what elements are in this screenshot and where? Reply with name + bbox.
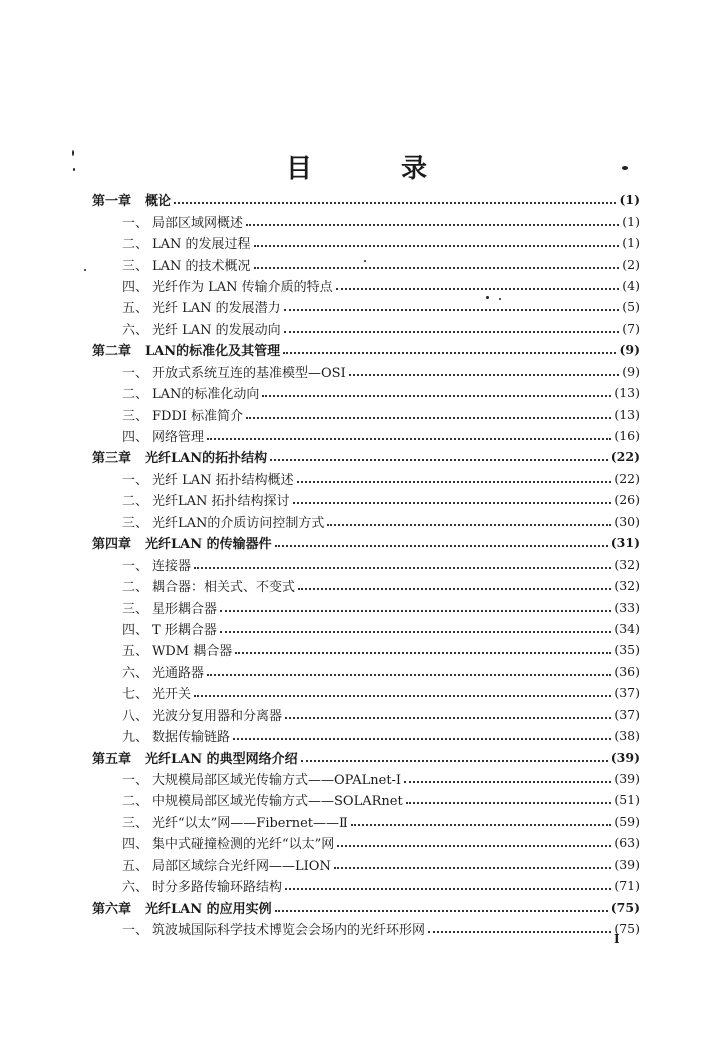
toc-entry-title: 光纤LAN的拓扑结构 [145,451,268,467]
toc-entry-title: 连接器 [152,558,192,574]
dot-leader [297,480,612,483]
toc-entry-title: 光纤LAN 的应用实例 [145,901,272,917]
toc-page-number: (71) [614,878,640,894]
toc-page-number: (31) [610,535,640,551]
toc-page-number: (26) [614,492,640,508]
dot-leader [349,373,620,376]
toc-section-row [92,296,640,317]
dot-leader [293,501,612,504]
scan-speck [486,296,489,299]
dot-leader [262,394,611,397]
toc-chapter-row [92,446,640,467]
toc-page-number: (36) [614,663,640,679]
toc-section-row [92,789,640,810]
toc-entry-title: 网络管理 [152,430,205,446]
toc-entry-title: 时分多路传输环路结构 [152,880,283,896]
toc-entry-title: 数据传输链路 [152,730,231,746]
toc-section-row [92,318,640,339]
toc-entry-title: LAN的标准化及其管理 [145,344,281,360]
scan-speck [499,298,501,300]
toc-section-row [92,618,640,639]
toc-page-number: (59) [614,813,640,829]
toc-page-number: (63) [614,835,640,851]
toc-entry-number: 一、 [122,365,149,381]
dot-leader [283,351,616,354]
scan-speck [72,150,74,156]
toc-section-row [92,511,640,532]
toc-chapter-row [92,189,640,210]
toc-entry-title: LAN的标准化动向 [152,387,260,403]
dot-leader [334,866,612,869]
toc-entry-number: 五、 [122,644,149,660]
dot-leader [298,587,611,590]
toc-page-number: (9) [622,363,640,379]
toc-chapter-row [92,896,640,917]
toc-entry-number: 二、 [122,237,149,253]
toc-page-number: (1) [619,192,640,208]
toc-page-number: (16) [614,428,640,444]
toc-entry-title: 中规模局部区域光传输方式——SOLARnet [152,794,403,810]
toc-page-number: (2) [622,256,640,272]
toc-page-number: (34) [614,620,640,636]
toc-page-number: (33) [614,599,640,615]
toc-entry-title: 光纤LAN的介质访问控制方式 [152,515,325,531]
dot-leader [327,523,611,526]
toc-section-row [92,425,640,446]
toc-entry-number: 三、 [122,408,149,424]
toc-entry-title: 光纤LAN 的典型网络介绍 [145,751,298,767]
toc-page-number: (39) [614,856,640,872]
toc-section-row [92,361,640,382]
toc-entry-title: 局部区域综合光纤网——LION [152,858,331,874]
toc-entry-title: 筑波城国际科学技术博览会会场内的光纤环形网 [152,923,426,939]
toc-entry-number: 五、 [122,858,149,874]
toc-entry-number: 第五章 [92,751,132,767]
toc-page-number: (7) [622,320,640,336]
dot-leader [246,223,619,226]
toc-page-number: (1) [622,235,640,251]
toc-section-row [92,275,640,296]
toc-page-number: (51) [614,792,640,808]
scan-speck [622,166,628,170]
toc-page-number: (32) [614,578,640,594]
toc-page-number: (13) [614,385,640,401]
toc-section-row [92,811,640,832]
toc-page-number: (37) [614,685,640,701]
toc-section-row [92,875,640,896]
toc-entry-number: 六、 [122,665,149,681]
toc-page-number: (38) [614,728,640,744]
toc-page-number: (4) [622,277,640,293]
toc-section-row [92,854,640,875]
dot-leader [337,844,611,847]
toc-entry-number: 三、 [122,601,149,617]
toc-page-number: (37) [614,706,640,722]
toc-entry-number: 一、 [122,472,149,488]
toc-section-row [92,661,640,682]
toc-entry-number: 九、 [122,730,149,746]
dot-leader [406,801,612,804]
toc-chapter-row [92,339,640,360]
toc-page-number: (30) [614,513,640,529]
toc-entry-number: 三、 [122,258,149,274]
toc-entry-title: 光通路器 [152,665,205,681]
dot-leader [351,823,611,826]
toc-page-number: (22) [614,470,640,486]
toc-section-row [92,596,640,617]
toc-entry-number: 七、 [122,687,149,703]
dot-leader [235,651,611,654]
toc-entry-title: LAN 的发展过程 [152,237,251,253]
dot-leader [275,909,608,912]
toc-entry-number: 四、 [122,837,149,853]
dot-leader [270,458,608,461]
toc-page-number: (22) [610,449,640,465]
toc-chapter-row [92,532,640,553]
toc-entry-title: 光纤LAN 拓扑结构探讨 [152,494,290,510]
toc-page-number: (9) [619,342,640,358]
toc-entry-title: LAN 的技术概况 [152,258,251,274]
toc-entry-title: 耦合器：相关式、不变式 [152,580,296,596]
toc-entry-title: 光纤 LAN 的发展动向 [152,322,281,338]
toc-entry-title: 局部区域网概述 [152,215,244,231]
toc-entry-number: 五、 [122,301,149,317]
toc-entry-title: T 形耦合器 [152,622,217,638]
toc-entry-number: 六、 [122,880,149,896]
toc-section-row [92,210,640,231]
toc-section-row [92,575,640,596]
toc-entry-number: 二、 [122,794,149,810]
dot-leader [284,308,620,311]
toc-section-row [92,403,640,424]
toc-section-row [92,382,640,403]
toc-page-number: (39) [610,749,640,765]
dot-leader [301,759,608,762]
toc-entry-title: 概论 [145,194,172,210]
toc-page-number: (5) [622,299,640,315]
scan-speck [84,269,86,271]
dot-leader [404,780,611,783]
toc-page-number: (35) [614,642,640,658]
scan-speck [73,168,75,171]
toc-entry-number: 二、 [122,387,149,403]
toc-section-row [92,639,640,660]
page-number-mark: Ⅰ [614,932,620,946]
table-of-contents [92,189,640,939]
scan-speck [364,260,366,262]
dot-leader [336,287,620,290]
toc-entry-title: 光纤“以太”网——Fibernet——Ⅱ [152,815,348,831]
dot-leader [285,887,611,890]
toc-entry-title: 光纤 LAN 拓扑结构概述 [152,472,294,488]
toc-entry-number: 四、 [122,622,149,638]
toc-section-row [92,489,640,510]
toc-section-row [92,232,640,253]
toc-section-row [92,682,640,703]
toc-entry-title: 大规模局部区域光传输方式——OPALnet-Ⅰ [152,773,402,789]
dot-leader [233,737,611,740]
toc-section-row [92,553,640,574]
dot-leader [194,566,611,569]
toc-entry-number: 三、 [122,815,149,831]
toc-entry-number: 一、 [122,773,149,789]
toc-page-number: (75) [610,899,640,915]
toc-page-number: (1) [622,213,640,229]
toc-entry-title: 光波分复用器和分离器 [152,708,283,724]
toc-entry-number: 三、 [122,515,149,531]
toc-entry-number: 第一章 [92,194,132,210]
dot-leader [428,930,611,933]
toc-entry-number: 八、 [122,708,149,724]
dot-leader [220,609,611,612]
toc-section-row [92,768,640,789]
toc-entry-title: 光纤LAN 的传输器件 [145,537,272,553]
toc-entry-number: 二、 [122,580,149,596]
dot-leader [284,330,620,333]
toc-entry-number: 第六章 [92,901,132,917]
toc-entry-title: 光纤 LAN 的发展潜力 [152,301,281,317]
toc-entry-number: 四、 [122,430,149,446]
dot-leader [254,266,620,269]
toc-section-row [92,918,640,939]
toc-section-row [92,725,640,746]
dot-leader [275,544,608,547]
dot-leader [246,416,611,419]
toc-section-row [92,704,640,725]
toc-section-row [92,468,640,489]
toc-entry-title: 开放式系统互连的基准模型—OSI [152,365,346,381]
toc-entry-number: 一、 [122,923,149,939]
toc-entry-number: 第四章 [92,537,132,553]
toc-entry-title: WDM 耦合器 [152,644,233,660]
toc-entry-number: 第三章 [92,451,132,467]
toc-section-row [92,253,640,274]
toc-entry-number: 一、 [122,558,149,574]
toc-entry-title: 星形耦合器 [152,601,218,617]
toc-entry-title: FDDI 标准简介 [152,408,244,424]
toc-section-row [92,832,640,853]
toc-page-number: (39) [614,771,640,787]
dot-leader [220,630,612,633]
toc-entry-number: 六、 [122,322,149,338]
toc-chapter-row [92,746,640,767]
toc-entry-title: 光纤作为 LAN 传输介质的特点 [152,279,333,295]
toc-page-number: (13) [614,406,640,422]
toc-entry-title: 集中式碰撞检测的光纤“以太”网 [152,837,335,853]
dot-leader [194,694,611,697]
toc-entry-number: 二、 [122,494,149,510]
dot-leader [254,244,620,247]
dot-leader [207,437,611,440]
toc-entry-number: 一、 [122,215,149,231]
toc-entry-number: 第二章 [92,344,132,360]
dot-leader [174,201,616,204]
toc-page-number: (32) [614,556,640,572]
toc-entry-number: 四、 [122,279,149,295]
dot-leader [285,716,611,719]
toc-page-number: (75) [614,921,640,937]
page-title: 目 录 [285,154,468,184]
toc-entry-title: 光开关 [152,687,192,703]
dot-leader [207,673,611,676]
